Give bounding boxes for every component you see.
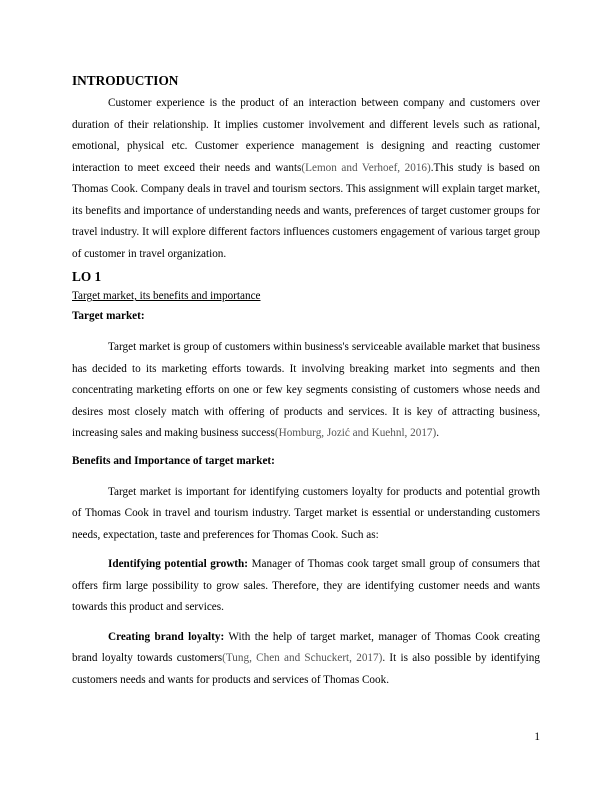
loyalty-text-continued: . It is also possible by identifying customers needs and wants for products and services of Thomas Cook. bbox=[72, 652, 540, 686]
introduction-paragraph bbox=[72, 93, 540, 265]
introduction-citation: (Lemon and Verhoef, 2016) bbox=[301, 161, 431, 174]
introduction-text-continued: .This study is based on Thomas Cook. Company deals in travel and tourism sectors. This assignment will explain target market, its benefits and importance of understanding needs and wants, preferences of target customer groups for travel industry. It will explore different factors influences customers engagement of various target group of customer in travel organization. bbox=[72, 161, 541, 260]
introduction-heading: INTRODUCTION bbox=[72, 73, 179, 88]
loyalty-citation: (Tung, Chen and Schuckert, 2017) bbox=[222, 652, 383, 664]
growth-label: Identifying potential growth: bbox=[108, 558, 248, 570]
loyalty-label: Creating brand loyalty: bbox=[108, 630, 225, 643]
lo1-subheading: Target market, its benefits and importance bbox=[72, 290, 261, 302]
loyalty-text: With the help of target market, manager of Thomas Cook creating brand loyalty towards customers bbox=[72, 630, 540, 664]
target-market-citation: (Homburg, Jozić and Kuehnl, 2017) bbox=[274, 427, 437, 439]
target-market-end: . bbox=[436, 427, 440, 439]
benefits-paragraph: Target market is important for identifying customers loyalty for products and potential growth of Thomas Cook in travel and tourism industry. Target market is essential or understanding customers needs, expectation, taste and preferences for Thomas Cook. Such as: bbox=[72, 485, 540, 541]
loyalty-paragraph bbox=[72, 627, 540, 692]
target-market-paragraph bbox=[72, 337, 540, 445]
target-market-text: Target market is group of customers within business's serviceable available market that business has decided to its marketing efforts towards. It involving breaking market into segments and then concentrating marketing efforts on one or few key segments consisting of customers whose needs and desires most closely match with offering of products and services. It is key of attracting business, increasing sales and making business success bbox=[72, 341, 540, 439]
benefits-heading: Benefits and Importance of target market: bbox=[72, 454, 275, 467]
introduction-text: Customer experience is the product of an interaction between company and customers over duration of their relationship. It implies customer involvement and different levels such as rational, emotional, physical etc. Customer experience management is designing and reacting customer interaction to meet exceed their needs and wants bbox=[72, 97, 540, 174]
growth-text: Manager of Thomas cook target small group of consumers that offers firm large possibility to grow sales. Therefore, they are identifying customer needs and wants towards this product and services. bbox=[72, 558, 541, 613]
lo1-heading: LO 1 bbox=[72, 269, 102, 284]
page-number: 1 bbox=[534, 731, 540, 743]
growth-paragraph bbox=[72, 554, 540, 619]
target-market-heading: Target market: bbox=[72, 310, 145, 322]
